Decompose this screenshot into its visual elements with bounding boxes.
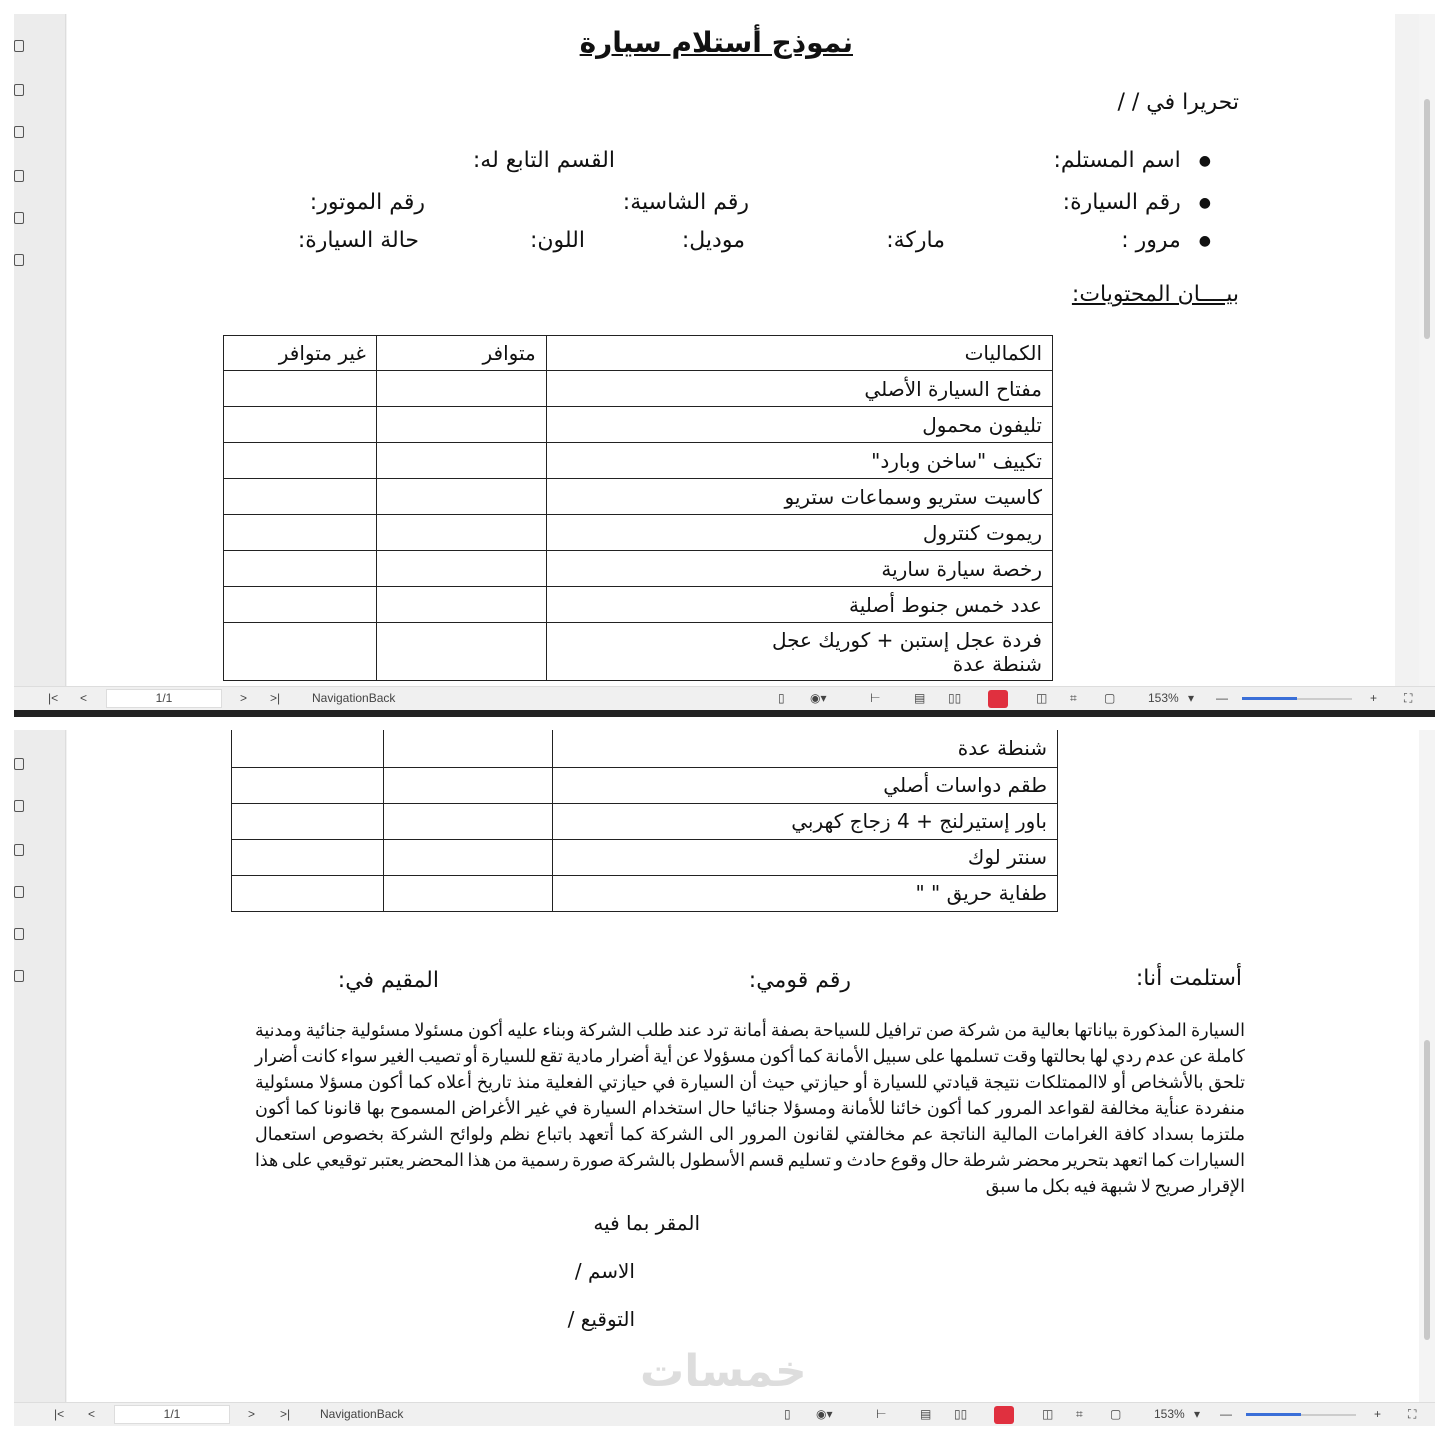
attachment-icon[interactable] xyxy=(14,170,24,182)
table-cell-item xyxy=(546,623,1052,681)
accessories-table-page2 xyxy=(231,730,1058,912)
zoom-level[interactable]: 153% xyxy=(1154,1407,1185,1421)
engine-number-label: رقم الموتور: xyxy=(309,190,425,215)
two-page-icon[interactable]: ▯▯ xyxy=(948,691,962,705)
layers-icon[interactable] xyxy=(14,254,24,266)
fit-icon[interactable]: ▯ xyxy=(784,1407,791,1421)
receiver-name-label: ● اسم المستلم: xyxy=(1053,148,1211,173)
car-condition-label: حالة السيارة: xyxy=(297,228,419,253)
color-label: اللون: xyxy=(529,228,585,253)
bottom-toolbar xyxy=(14,1402,1435,1426)
table-cell-item: كاسيت ستريو وسماعات ستريو xyxy=(546,479,1052,515)
checkbox-cell[interactable] xyxy=(232,767,384,803)
play-button[interactable] xyxy=(988,690,1008,708)
layers-icon[interactable] xyxy=(14,970,24,982)
split-icon[interactable]: ⊢ xyxy=(870,691,881,705)
car-number-label: ● رقم السيارة: xyxy=(1063,190,1211,215)
signature-icon[interactable] xyxy=(14,928,24,940)
split-row-line1: فردة عجل إستبن + كوريك عجل xyxy=(771,627,1042,652)
single-page-icon[interactable]: ▤ xyxy=(920,1407,932,1421)
checkbox-cell[interactable] xyxy=(376,623,546,681)
checkbox-cell[interactable] xyxy=(383,839,552,875)
checkbox-cell[interactable] xyxy=(376,407,546,443)
single-page-icon[interactable]: ▤ xyxy=(914,691,926,705)
checkbox-cell[interactable] xyxy=(376,443,546,479)
left-sidebar xyxy=(14,730,66,1402)
zoom-level[interactable]: 153% xyxy=(1148,691,1179,705)
page-input[interactable]: 1/1 xyxy=(106,689,222,708)
watermark-logo: خمسات xyxy=(640,1346,807,1397)
table-cell-item: سنتر لوك xyxy=(552,839,1057,875)
comment-icon[interactable] xyxy=(14,844,24,856)
fit-page-icon[interactable]: ⌗ xyxy=(1070,691,1077,705)
table-cell-item: طقم دواسات أصلي xyxy=(552,767,1057,803)
bookmark-view-icon[interactable]: ▢ xyxy=(1104,691,1116,705)
accessories-table-page1 xyxy=(223,335,1053,681)
table-cell-item: ريموت كنترول xyxy=(546,515,1052,551)
checkbox-cell[interactable] xyxy=(232,839,384,875)
national-id-label: رقم قومي: xyxy=(748,968,851,993)
table-cell-item: مفتاح السيارة الأصلي xyxy=(546,371,1052,407)
contents-heading: بيــــان المحتويات: xyxy=(1071,282,1239,307)
navigation-back-button[interactable]: NavigationBack xyxy=(312,691,396,705)
thumbnail-icon[interactable] xyxy=(14,800,24,812)
name-label: الاسم / xyxy=(574,1259,635,1283)
zoom-dropdown-icon[interactable]: ▾ xyxy=(1188,691,1195,705)
vertical-scrollbar[interactable] xyxy=(1419,730,1435,1402)
checkbox-cell[interactable] xyxy=(383,875,552,911)
header-not-available: غير متوافر xyxy=(224,336,377,371)
zoom-slider[interactable] xyxy=(1242,698,1352,700)
checkbox-cell[interactable] xyxy=(224,443,377,479)
fullscreen-icon[interactable]: ⛶ xyxy=(1408,1407,1417,1421)
table-cell-item: شنطة عدة xyxy=(552,730,1057,767)
table-cell-item: رخصة سيارة سارية xyxy=(546,551,1052,587)
view-icon[interactable]: ◉▾ xyxy=(810,691,827,705)
checkbox-cell[interactable] xyxy=(232,803,384,839)
table-cell-item: تليفون محمول xyxy=(546,407,1052,443)
chassis-number-label: رقم الشاسية: xyxy=(622,190,749,215)
resident-at-label: المقيم في: xyxy=(337,968,439,993)
play-button[interactable] xyxy=(994,1406,1014,1424)
checkbox-cell[interactable] xyxy=(224,587,377,623)
bookmark-icon[interactable] xyxy=(14,40,24,52)
split-icon[interactable]: ⊢ xyxy=(876,1407,887,1421)
brand-label: ماركة: xyxy=(886,228,945,253)
model-label: موديل: xyxy=(681,228,745,253)
left-sidebar xyxy=(14,14,66,686)
checkbox-cell[interactable] xyxy=(383,767,552,803)
vertical-scrollbar[interactable] xyxy=(1419,14,1435,686)
header-accessories: الكماليات xyxy=(546,336,1052,371)
checkbox-cell[interactable] xyxy=(383,803,552,839)
department-label: القسم التابع له: xyxy=(472,148,615,173)
prev-page-icon[interactable]: < xyxy=(80,691,88,705)
fullscreen-icon[interactable]: ⛶ xyxy=(1404,691,1413,705)
received-by-label: أستلمت أنا: xyxy=(1135,966,1242,991)
split-row-line2: شنطة عدة xyxy=(952,651,1042,676)
view-icon[interactable]: ◉▾ xyxy=(816,1407,833,1421)
fit-icon[interactable]: ▯ xyxy=(778,691,785,705)
first-page-icon[interactable]: |< xyxy=(48,691,59,705)
first-page-icon[interactable]: |< xyxy=(54,1407,65,1421)
checkbox-cell[interactable] xyxy=(224,623,377,681)
date-label: تحريرا في / / xyxy=(1117,90,1239,115)
zoom-out-icon[interactable]: — xyxy=(1220,1407,1232,1421)
table-cell-item: تكييف "ساخن وبارد" xyxy=(546,443,1052,479)
zoom-out-icon[interactable]: — xyxy=(1216,691,1228,705)
last-page-icon[interactable]: >| xyxy=(270,691,281,705)
header-available: متوافر xyxy=(376,336,546,371)
document-title: نموذج أستلام سيارة xyxy=(579,26,853,59)
checkbox-cell[interactable] xyxy=(376,587,546,623)
table-cell-item: طفاية حريق " " xyxy=(552,875,1057,911)
taskbar-strip xyxy=(14,710,1435,717)
checkbox-cell[interactable] xyxy=(376,371,546,407)
comment-icon[interactable] xyxy=(14,126,24,138)
zoom-in-icon[interactable]: + xyxy=(1370,691,1378,705)
table-cell-item: عدد خمس جنوط أصلية xyxy=(546,587,1052,623)
checkbox-cell[interactable] xyxy=(224,371,377,407)
checkbox-cell[interactable] xyxy=(224,407,377,443)
next-page-icon[interactable]: > xyxy=(248,1407,256,1421)
two-page-icon[interactable]: ▯▯ xyxy=(954,1407,968,1421)
acknowledge-label: المقر بما فيه xyxy=(593,1211,700,1235)
checkbox-cell[interactable] xyxy=(232,875,384,911)
attachment-icon[interactable] xyxy=(14,886,24,898)
bottom-toolbar xyxy=(14,686,1435,710)
declaration-block xyxy=(255,1018,1245,1332)
checkbox-cell[interactable] xyxy=(232,730,384,767)
checkbox-cell[interactable] xyxy=(376,515,546,551)
fit-page-icon[interactable]: ⌗ xyxy=(1076,1407,1083,1421)
declaration-paragraph: السيارة المذكورة بياناتها بعالية من شركة صن ترافيل للسياحة بصفة أمانة ترد عند طلب الشركة وبناء عليه أكون مسئولا مسئولية جنائية ومدنية كاملة عن عدم ردي لها بحالتها وقت تسلمها على سبيل الأمانة كما أكون مسؤولا عن أية أضرار مادية تقع للسيارة أو تصيب الغير سواء كانت أضرار تلحق بالأشخاص أو لاالممتلكات نتيجة قيادتي للسيارة أو حيازتي حيث أن السيارة في حيازتي الفعلية منذ تاريخ أعلاه كما أكون مسؤلا مسئولية منفردة عنأية مخالفة لقواعد المرور كما أكون خائنا للأمانة ومسؤلا جنائيا حال استخدام السيارة في غير الأغراض المسموح بها قانونا كما أكون ملتزما بسداد كافة الغرامات المالية الناتجة عم مخالفتي لقانون المرور الى الشركة كما أتعهد باتباع نظم ولوائح الشركة بخصوص استعمال السيارات كما اتعهد بتحرير محضر شرطة حال وقوع حادث و تسليم قسم الأسطول بالشركة صورة رسمية من هذا المحضر يعتبر توقيعي على هذا الإقرار صريح لا شبهة فيه بكل ما سبق xyxy=(255,1021,1245,1197)
checkbox-cell[interactable] xyxy=(224,479,377,515)
table-cell-item: باور إستيرلنج + 4 زجاج كهربي xyxy=(552,803,1057,839)
prev-page-icon[interactable]: < xyxy=(88,1407,96,1421)
bookmark-view-icon[interactable]: ▢ xyxy=(1110,1407,1122,1421)
bookmark-icon[interactable] xyxy=(14,758,24,770)
fit-width-icon[interactable]: ◫ xyxy=(1042,1407,1054,1421)
page-input[interactable]: 1/1 xyxy=(114,1405,230,1424)
zoom-in-icon[interactable]: + xyxy=(1374,1407,1382,1421)
fit-width-icon[interactable]: ◫ xyxy=(1036,691,1048,705)
checkbox-cell[interactable] xyxy=(224,551,377,587)
thumbnail-icon[interactable] xyxy=(14,84,24,96)
signature-icon[interactable] xyxy=(14,212,24,224)
checkbox-cell[interactable] xyxy=(224,515,377,551)
next-page-icon[interactable]: > xyxy=(240,691,248,705)
checkbox-cell[interactable] xyxy=(383,730,552,767)
zoom-slider[interactable] xyxy=(1246,1414,1356,1416)
signature-label: التوقيع / xyxy=(567,1307,635,1331)
zoom-dropdown-icon[interactable]: ▾ xyxy=(1194,1407,1201,1421)
checkbox-cell[interactable] xyxy=(376,479,546,515)
checkbox-cell[interactable] xyxy=(376,551,546,587)
traffic-label: ● مرور : xyxy=(1121,228,1211,253)
last-page-icon[interactable]: >| xyxy=(280,1407,291,1421)
navigation-back-button[interactable]: NavigationBack xyxy=(320,1407,404,1421)
